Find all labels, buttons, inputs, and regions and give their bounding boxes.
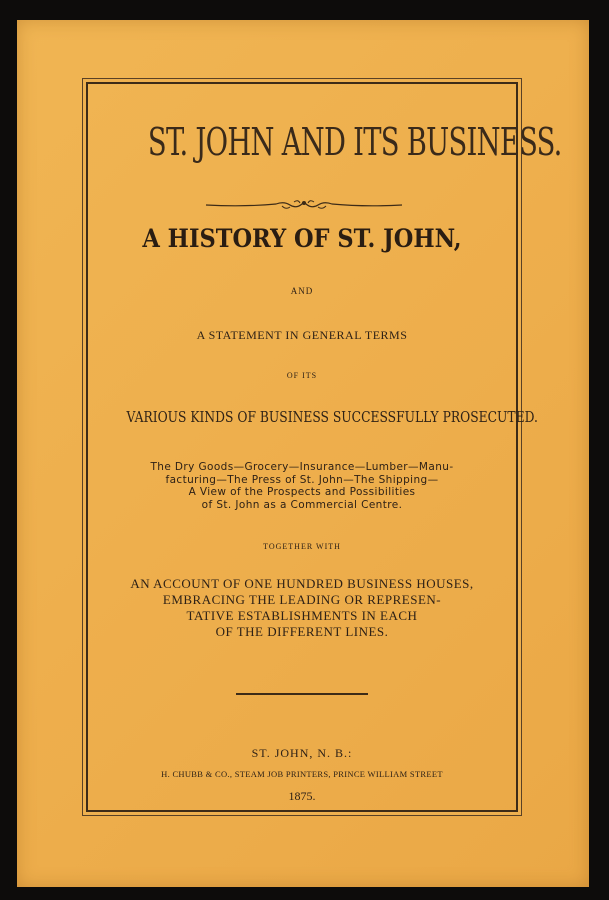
decorative-flourish — [204, 198, 404, 212]
account-line: EMBRACING THE LEADING OR REPRESEN- — [162, 592, 442, 607]
book-title: ST. JOHN AND ITS BUSINESS. — [147, 120, 562, 164]
account-line: TATIVE ESTABLISHMENTS IN EACH — [186, 608, 418, 623]
account-line: AN ACCOUNT OF ONE HUNDRED BUSINESS HOUSES, — [130, 576, 474, 591]
book-subtitle: A HISTORY OF ST. JOHN, — [142, 224, 462, 253]
book-cover — [17, 20, 589, 887]
publication-place: ST. JOHN, N. B.: — [251, 746, 353, 760]
connector-and: AND — [290, 286, 314, 296]
description-line: A View of the Prospects and Possibilities — [188, 486, 416, 498]
connector-of-its: OF ITS — [286, 371, 318, 380]
horizontal-rule — [236, 693, 368, 695]
statement-line: A STATEMENT IN GENERAL TERMS — [196, 328, 408, 342]
account-line: OF THE DIFFERENT LINES. — [215, 624, 389, 639]
decorative-border-frame — [86, 82, 562, 812]
description-line: The Dry Goods—Grocery—Insurance—Lumber—Manu- — [150, 461, 454, 473]
account-paragraph — [88, 576, 516, 640]
various-kinds-heading: VARIOUS KINDS OF BUSINESS SUCCESSFULLY PROSECUTED. — [126, 408, 538, 426]
printer-imprint: H. CHUBB & CO., STEAM JOB PRINTERS, PRINCE WILLIAM STREET — [161, 769, 443, 779]
description-line: facturing—The Press of St. John—The Shipping— — [165, 473, 439, 486]
description-line: of St. John as a Commercial Centre. — [201, 498, 403, 511]
connector-together-with: TOGETHER WITH — [263, 542, 341, 551]
contents-description — [88, 461, 516, 511]
publication-year: 1875. — [288, 789, 316, 803]
